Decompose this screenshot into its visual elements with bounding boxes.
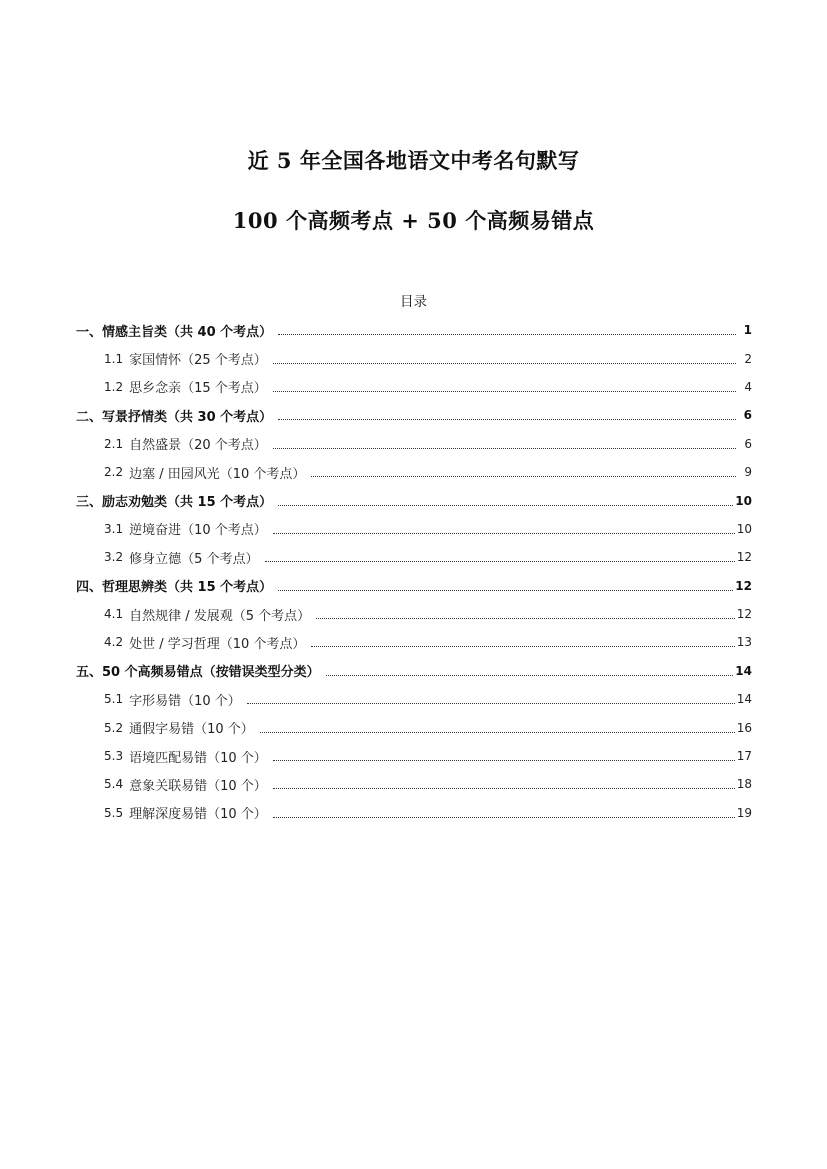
toc-page-number: 10 bbox=[736, 521, 752, 536]
toc-dot-leader bbox=[265, 560, 735, 562]
toc-dot-leader bbox=[273, 787, 735, 789]
toc-subsection-entry[interactable] bbox=[76, 458, 752, 486]
toc-page-number: 16 bbox=[736, 720, 752, 735]
toc-entry-number: 1.1 bbox=[104, 351, 124, 366]
toc-entry-label: 四、哲理思辨类（共 15 个考点） bbox=[76, 580, 273, 596]
toc-section-entry[interactable] bbox=[76, 657, 752, 685]
toc-page-number: 18 bbox=[736, 777, 752, 792]
toc-dot-leader bbox=[278, 504, 733, 506]
toc-subsection-entry[interactable] bbox=[76, 430, 752, 458]
toc-entry-number: 3.1 bbox=[104, 521, 124, 536]
toc-entry-number: 5.3 bbox=[104, 749, 124, 764]
toc-section-entry[interactable] bbox=[76, 572, 752, 600]
toc-subsection-entry[interactable] bbox=[76, 600, 752, 628]
toc-entry-number: 4.2 bbox=[104, 635, 124, 650]
toc-subsection-entry[interactable] bbox=[76, 628, 752, 656]
document-title: 近 5 年全国各地语文中考名句默写 bbox=[247, 148, 580, 173]
toc-dot-leader bbox=[273, 816, 735, 818]
toc-entry-label: 语境匹配易错（10 个） bbox=[129, 750, 267, 766]
toc-entry-label: 一、情感主旨类（共 40 个考点） bbox=[76, 324, 273, 340]
toc-entry-number: 3.2 bbox=[104, 550, 124, 565]
toc-dot-leader bbox=[278, 418, 736, 420]
toc-section-entry[interactable] bbox=[76, 486, 752, 514]
toc-page-number: 12 bbox=[736, 550, 752, 565]
toc-dot-leader bbox=[273, 532, 735, 534]
toc-subsection-entry[interactable] bbox=[76, 373, 752, 401]
toc-subsection-entry[interactable] bbox=[76, 799, 752, 827]
toc-entry-number: 2.1 bbox=[104, 436, 124, 451]
toc-page-number: 10 bbox=[735, 493, 752, 508]
toc-subsection-entry[interactable] bbox=[76, 742, 752, 770]
toc-subsection-entry[interactable] bbox=[76, 515, 752, 543]
toc-entry-label: 字形易错（10 个） bbox=[129, 693, 241, 709]
toc-entry-number: 5.5 bbox=[104, 805, 124, 820]
toc-dot-leader bbox=[278, 333, 736, 335]
toc-section-entry[interactable] bbox=[76, 401, 752, 429]
toc-page-number: 6 bbox=[744, 436, 752, 451]
toc-page-number: 9 bbox=[744, 465, 752, 480]
toc-entry-label: 理解深度易错（10 个） bbox=[129, 807, 267, 823]
toc-dot-leader bbox=[247, 702, 735, 704]
toc-dot-leader bbox=[311, 645, 734, 647]
table-of-contents bbox=[76, 316, 752, 827]
toc-dot-leader bbox=[273, 390, 736, 392]
toc-entry-label: 五、50 个高频易错点（按错误类型分类） bbox=[76, 665, 320, 681]
toc-page-number: 4 bbox=[744, 379, 752, 394]
toc-entry-label: 边塞 / 田园风光（10 个考点） bbox=[129, 466, 306, 482]
toc-subsection-entry[interactable] bbox=[76, 685, 752, 713]
toc-page-number: 14 bbox=[735, 663, 752, 678]
toc-page-number: 12 bbox=[736, 607, 752, 622]
toc-entry-label: 自然盛景（20 个考点） bbox=[129, 438, 267, 454]
toc-entry-label: 意象关联易错（10 个） bbox=[129, 778, 267, 794]
toc-page-number: 13 bbox=[736, 635, 752, 650]
toc-subsection-entry[interactable] bbox=[76, 713, 752, 741]
toc-entry-number: 5.4 bbox=[104, 777, 124, 792]
toc-entry-label: 自然规律 / 发展观（5 个考点） bbox=[129, 608, 311, 624]
toc-subsection-entry[interactable] bbox=[76, 344, 752, 372]
toc-entry-number: 2.2 bbox=[104, 465, 124, 480]
toc-entry-label: 处世 / 学习哲理（10 个考点） bbox=[129, 636, 306, 652]
toc-dot-leader bbox=[316, 617, 735, 619]
toc-heading: 目录 bbox=[400, 294, 427, 310]
toc-entry-number: 1.2 bbox=[104, 379, 124, 394]
toc-subsection-entry[interactable] bbox=[76, 770, 752, 798]
toc-dot-leader bbox=[311, 475, 736, 477]
toc-dot-leader bbox=[273, 447, 736, 449]
toc-entry-label: 通假字易错（10 个） bbox=[129, 722, 254, 738]
toc-page-number: 6 bbox=[743, 408, 752, 423]
toc-subsection-entry[interactable] bbox=[76, 543, 752, 571]
toc-page-number: 17 bbox=[736, 749, 752, 764]
toc-page-number: 2 bbox=[744, 351, 752, 366]
toc-entry-number: 4.1 bbox=[104, 607, 124, 622]
toc-dot-leader bbox=[260, 731, 735, 733]
toc-dot-leader bbox=[326, 674, 734, 676]
toc-entry-number: 5.2 bbox=[104, 720, 124, 735]
toc-entry-label: 三、励志劝勉类（共 15 个考点） bbox=[76, 495, 273, 511]
toc-entry-label: 家国情怀（25 个考点） bbox=[129, 353, 267, 369]
toc-page-number: 12 bbox=[735, 578, 752, 593]
document-subtitle: 100 个高频考点 + 50 个高频易错点 bbox=[232, 208, 595, 233]
toc-dot-leader bbox=[273, 362, 736, 364]
toc-page-number: 14 bbox=[736, 692, 752, 707]
toc-dot-leader bbox=[273, 759, 735, 761]
toc-page-number: 1 bbox=[743, 323, 752, 338]
toc-page-number: 19 bbox=[736, 805, 752, 820]
toc-section-entry[interactable] bbox=[76, 316, 752, 344]
toc-entry-label: 思乡念亲（15 个考点） bbox=[129, 381, 267, 397]
toc-entry-label: 二、写景抒情类（共 30 个考点） bbox=[76, 409, 273, 425]
toc-entry-label: 修身立德（5 个考点） bbox=[129, 551, 259, 567]
toc-entry-number: 5.1 bbox=[104, 692, 124, 707]
toc-dot-leader bbox=[278, 589, 733, 591]
toc-entry-label: 逆境奋进（10 个考点） bbox=[129, 523, 267, 539]
